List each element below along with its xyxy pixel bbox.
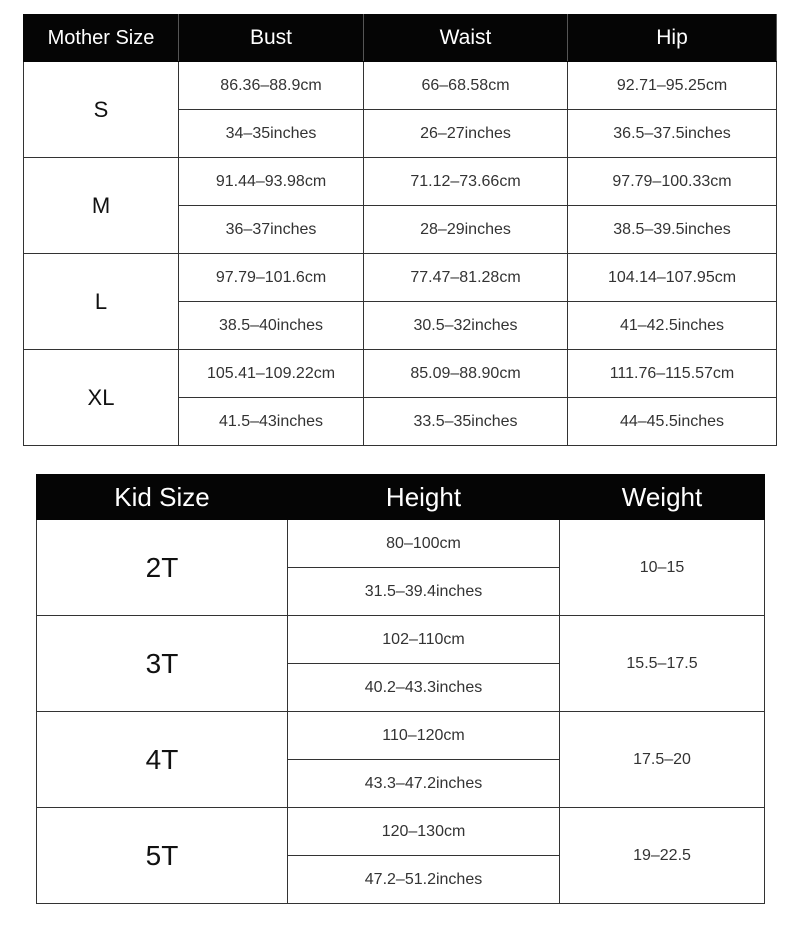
waist-in: 28–29inches <box>364 206 568 254</box>
bust-in: 41.5–43inches <box>179 398 364 446</box>
size-label: 4T <box>37 712 288 808</box>
waist-cm: 71.12–73.66cm <box>364 158 568 206</box>
table-row <box>37 712 765 760</box>
kid-header-row <box>37 475 765 520</box>
header-kid-size: Kid Size <box>37 475 288 520</box>
weight-value: 19–22.5 <box>560 808 765 904</box>
waist-in: 33.5–35inches <box>364 398 568 446</box>
hip-in: 38.5–39.5inches <box>568 206 777 254</box>
weight-value: 10–15 <box>560 520 765 616</box>
bust-cm: 86.36–88.9cm <box>179 62 364 110</box>
bust-cm: 105.41–109.22cm <box>179 350 364 398</box>
header-mother-size: Mother Size <box>24 15 179 62</box>
bust-in: 38.5–40inches <box>179 302 364 350</box>
height-in: 47.2–51.2inches <box>288 856 560 904</box>
hip-cm: 92.71–95.25cm <box>568 62 777 110</box>
table-row <box>24 254 777 302</box>
hip-cm: 97.79–100.33cm <box>568 158 777 206</box>
weight-value: 17.5–20 <box>560 712 765 808</box>
size-label: XL <box>24 350 179 446</box>
bust-in: 34–35inches <box>179 110 364 158</box>
height-cm: 80–100cm <box>288 520 560 568</box>
waist-in: 30.5–32inches <box>364 302 568 350</box>
kid-size-table <box>36 474 765 904</box>
height-cm: 110–120cm <box>288 712 560 760</box>
hip-in: 44–45.5inches <box>568 398 777 446</box>
size-label: 5T <box>37 808 288 904</box>
hip-cm: 104.14–107.95cm <box>568 254 777 302</box>
waist-cm: 85.09–88.90cm <box>364 350 568 398</box>
weight-value: 15.5–17.5 <box>560 616 765 712</box>
table-row <box>37 520 765 568</box>
waist-cm: 66–68.58cm <box>364 62 568 110</box>
height-cm: 120–130cm <box>288 808 560 856</box>
height-in: 43.3–47.2inches <box>288 760 560 808</box>
header-waist: Waist <box>364 15 568 62</box>
bust-cm: 91.44–93.98cm <box>179 158 364 206</box>
waist-cm: 77.47–81.28cm <box>364 254 568 302</box>
size-label: M <box>24 158 179 254</box>
table-row <box>37 616 765 664</box>
mother-size-table <box>23 14 777 446</box>
waist-in: 26–27inches <box>364 110 568 158</box>
header-height: Height <box>288 475 560 520</box>
table-row <box>37 808 765 856</box>
height-cm: 102–110cm <box>288 616 560 664</box>
size-label: 2T <box>37 520 288 616</box>
size-label: 3T <box>37 616 288 712</box>
header-weight: Weight <box>560 475 765 520</box>
mother-header-row <box>24 15 777 62</box>
header-hip: Hip <box>568 15 777 62</box>
hip-cm: 111.76–115.57cm <box>568 350 777 398</box>
size-label: S <box>24 62 179 158</box>
header-bust: Bust <box>179 15 364 62</box>
height-in: 40.2–43.3inches <box>288 664 560 712</box>
bust-cm: 97.79–101.6cm <box>179 254 364 302</box>
size-label: L <box>24 254 179 350</box>
bust-in: 36–37inches <box>179 206 364 254</box>
table-row <box>24 62 777 110</box>
hip-in: 36.5–37.5inches <box>568 110 777 158</box>
hip-in: 41–42.5inches <box>568 302 777 350</box>
height-in: 31.5–39.4inches <box>288 568 560 616</box>
table-row <box>24 350 777 398</box>
table-row <box>24 158 777 206</box>
